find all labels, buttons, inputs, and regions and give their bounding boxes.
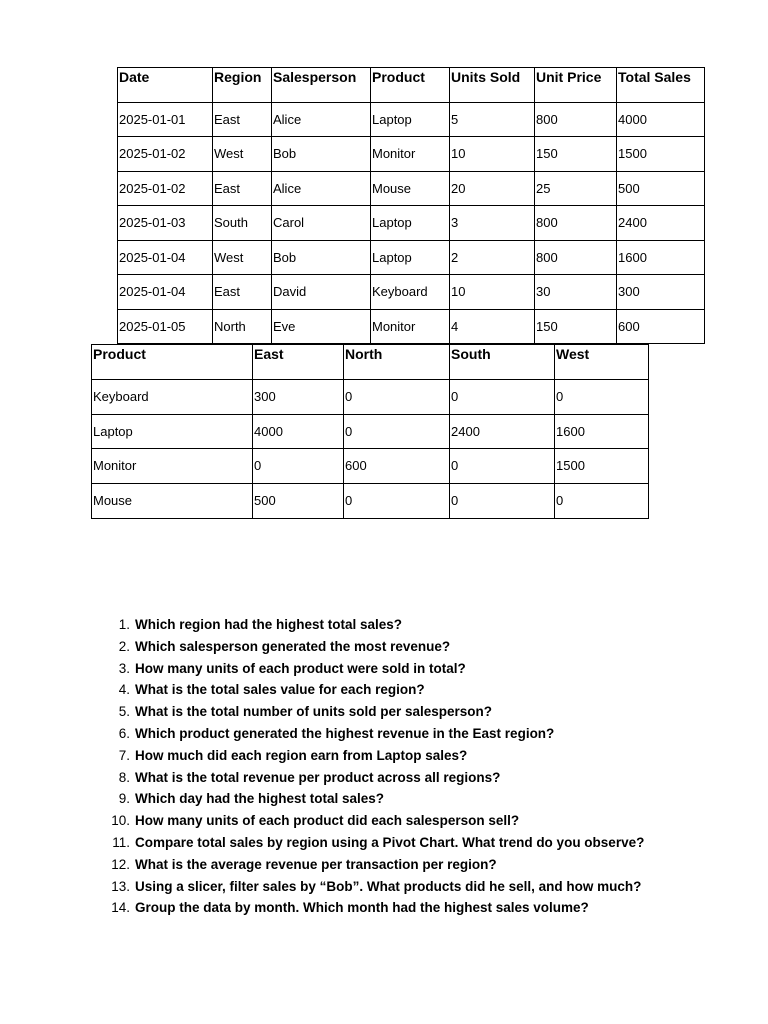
question-number: 4. [118,682,130,698]
pivot-table-header [92,345,649,380]
table-row [118,137,705,172]
sales-cell: David [272,275,371,310]
sales-cell: 2025-01-05 [118,309,213,344]
pivot-cell: Mouse [92,484,253,519]
list-item [104,658,644,680]
pivot-cell: Laptop [92,414,253,449]
question-number: 5. [118,704,130,720]
sales-cell: Bob [272,137,371,172]
sales-cell: East [213,171,272,206]
table-row [92,449,649,484]
list-item [104,679,644,701]
question-text: Which salesperson generated the most revenue? [135,638,451,654]
sales-cell: 800 [535,206,617,241]
sales-cell: Monitor [371,309,450,344]
pivot-cell: Keyboard [92,379,253,414]
question-text: Which day had the highest total sales? [135,791,385,807]
question-number: 1. [118,617,130,632]
question-text: Compare total sales by region using a Pivot Chart. What trend do you observe? [135,834,645,850]
list-item [104,876,644,898]
sales-cell: 800 [535,102,617,137]
sales-header-cell: Product [371,68,450,103]
sales-cell: East [213,102,272,137]
question-text: Which product generated the highest revenue in the East region? [135,725,555,741]
question-number: 10. [111,813,130,829]
sales-cell: 2025-01-04 [118,240,213,275]
sales-cell: South [213,206,272,241]
sales-cell: North [213,309,272,344]
pivot-cell: 0 [450,449,555,484]
pivot-cell: Monitor [92,449,253,484]
pivot-cell: 500 [253,484,344,519]
sales-cell: 2025-01-04 [118,275,213,310]
sales-cell: Monitor [371,137,450,172]
question-list [104,614,644,919]
question-number: 7. [118,747,130,763]
pivot-cell: 1600 [555,414,649,449]
question-text: Group the data by month. Which month had the highest sales volume? [135,900,589,916]
list-item [104,810,644,832]
table-row [92,484,649,519]
question-number: 13. [111,878,130,894]
table-row [118,309,705,344]
sales-cell: 2025-01-02 [118,137,213,172]
sales-cell: Eve [272,309,371,344]
question-text: What is the total sales value for each region? [135,682,425,698]
table-row [118,275,705,310]
question-number: 9. [118,791,130,807]
sales-header-cell: Date [118,68,213,103]
sales-cell: 150 [535,137,617,172]
sales-cell: 1500 [617,137,705,172]
sales-cell: 2400 [617,206,705,241]
table-row [118,206,705,241]
pivot-cell: 0 [450,484,555,519]
question-text: How much did each region earn from Laptop sales? [135,747,468,763]
sales-cell: Mouse [371,171,450,206]
pivot-header-cell: North [344,345,450,380]
sales-table-header [118,68,705,103]
list-item [104,788,644,810]
pivot-table [91,344,649,519]
question-number: 12. [111,856,130,872]
sales-cell: 1600 [617,240,705,275]
pivot-cell: 600 [344,449,450,484]
pivot-header-cell: Product [92,345,253,380]
sales-header-cell: Salesperson [272,68,371,103]
list-item [104,723,644,745]
header-row [118,68,705,103]
sales-cell: Bob [272,240,371,275]
sales-cell: Laptop [371,206,450,241]
table-row [118,102,705,137]
question-number: 11. [112,834,130,850]
sales-cell: 150 [535,309,617,344]
sales-cell: 2025-01-02 [118,171,213,206]
list-item [104,897,644,919]
sales-cell: 500 [617,171,705,206]
sales-cell: 800 [535,240,617,275]
sales-cell: 10 [450,137,535,172]
question-text: What is the total revenue per product across all regions? [135,769,501,785]
sales-cell: Laptop [371,240,450,275]
list-item [104,636,644,658]
sales-cell: 4000 [617,102,705,137]
sales-cell: 5 [450,102,535,137]
pivot-header-cell: West [555,345,649,380]
pivot-cell: 0 [344,414,450,449]
list-item [104,854,644,876]
sales-cell: 2025-01-03 [118,206,213,241]
question-number: 6. [118,725,130,741]
sales-cell: West [213,137,272,172]
sales-cell: Laptop [371,102,450,137]
question-text: Which region had the highest total sales? [135,617,403,632]
table-row [92,379,649,414]
question-number: 8. [118,769,130,785]
question-text: What is the total number of units sold per salesperson? [135,704,493,720]
sales-cell: 300 [617,275,705,310]
question-number: 3. [118,660,130,676]
list-item [104,832,644,854]
sales-cell: 4 [450,309,535,344]
pivot-cell: 1500 [555,449,649,484]
sales-header-cell: Total Sales [617,68,705,103]
list-item [104,767,644,789]
pivot-table-body [92,379,649,518]
sales-cell: Alice [272,102,371,137]
list-item [104,614,644,636]
pivot-header-cell: South [450,345,555,380]
pivot-cell: 0 [555,484,649,519]
sales-header-cell: Unit Price [535,68,617,103]
pivot-cell: 0 [344,484,450,519]
table-row [118,240,705,275]
sales-cell: 30 [535,275,617,310]
pivot-cell: 0 [344,379,450,414]
sales-header-cell: Region [213,68,272,103]
sales-cell: East [213,275,272,310]
list-item [104,745,644,767]
pivot-cell: 0 [253,449,344,484]
pivot-cell: 0 [450,379,555,414]
sales-table-body [118,102,705,344]
table-row [118,171,705,206]
sales-header-cell: Units Sold [450,68,535,103]
header-row [92,345,649,380]
sales-cell: 600 [617,309,705,344]
sales-cell: Keyboard [371,275,450,310]
pivot-cell: 300 [253,379,344,414]
question-text: How many units of each product did each salesperson sell? [135,813,520,829]
question-text: What is the average revenue per transaction per region? [135,856,497,872]
pivot-cell: 0 [555,379,649,414]
question-number: 14. [111,900,130,916]
question-number: 2. [118,638,130,654]
question-text: How many units of each product were sold in total? [135,660,466,676]
sales-cell: 20 [450,171,535,206]
pivot-header-cell: East [253,345,344,380]
list-item [104,701,644,723]
pivot-cell: 2400 [450,414,555,449]
sales-cell: Alice [272,171,371,206]
sales-table [117,67,705,344]
sales-cell: 2025-01-01 [118,102,213,137]
sales-cell: 10 [450,275,535,310]
question-text: Using a slicer, filter sales by “Bob”. What products did he sell, and how much? [135,878,642,894]
sales-cell: 3 [450,206,535,241]
sales-cell: West [213,240,272,275]
sales-cell: Carol [272,206,371,241]
table-row [92,414,649,449]
pivot-cell: 4000 [253,414,344,449]
sales-cell: 2 [450,240,535,275]
sales-cell: 25 [535,171,617,206]
